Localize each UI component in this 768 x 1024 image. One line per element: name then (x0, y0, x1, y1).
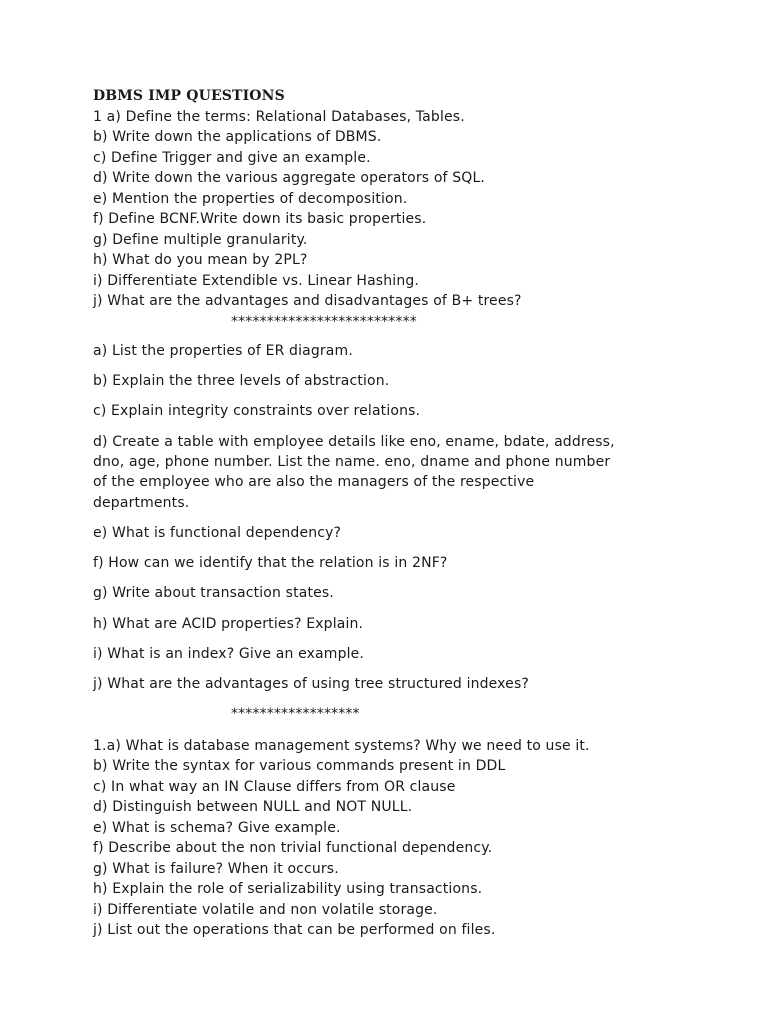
asterisk-separator: ****************** (231, 706, 360, 723)
question-line: b) Write down the applications of DBMS. (93, 129, 382, 145)
question-line: e) What is functional dependency? (93, 525, 342, 542)
question-line: g) Define multiple granularity. (93, 231, 308, 248)
question-line: j) What are the advantages of using tree structured indexes? (93, 676, 529, 693)
question-item (93, 674, 733, 694)
question-line: of the employee who are also the managers of the respective (93, 474, 535, 491)
question-line: f) How can we identify that the relation is in 2NF? (93, 555, 448, 572)
question-line: b) Write the syntax for various commands present in DDL (93, 758, 506, 775)
question-line: f) Define BCNF.Write down its basic properties. (93, 211, 427, 227)
question-line: h) Explain the role of serializability using transactions. (93, 881, 483, 898)
document-title: DBMS IMP QUESTIONS (93, 88, 285, 104)
question-item (93, 553, 733, 573)
question-line: d) Write down the various aggregate operators of SQL. (93, 170, 485, 186)
question-item (93, 583, 733, 603)
question-set-1 (93, 107, 733, 312)
question-item (93, 523, 733, 543)
question-line: departments. (93, 494, 190, 511)
question-line: g) Write about transaction states. (93, 585, 334, 602)
question-line: e) What is schema? Give example. (93, 819, 341, 836)
asterisk-separator: ************************** (231, 313, 417, 330)
question-item (93, 401, 733, 421)
question-line: c) Explain integrity constraints over relations. (93, 403, 421, 420)
question-line: i) Differentiate Extendible vs. Linear Hashing. (93, 272, 419, 289)
question-line: c) In what way an IN Clause differs from OR clause (93, 778, 456, 795)
question-line: g) What is failure? When it occurs. (93, 860, 339, 877)
question-line: 1 a) Define the terms: Relational Databases, Tables. (93, 108, 465, 125)
question-line: 1.a) What is database management systems? Why we need to use it. (93, 737, 590, 754)
question-item (93, 644, 733, 664)
question-line: c) Define Trigger and give an example. (93, 149, 371, 166)
question-line: j) List out the operations that can be performed on files. (93, 922, 496, 939)
question-line: b) Explain the three levels of abstraction. (93, 373, 390, 390)
question-set-2 (93, 341, 733, 694)
question-line: a) List the properties of ER diagram. (93, 343, 353, 359)
question-item (93, 371, 733, 391)
question-line: i) Differentiate volatile and non volatile storage. (93, 901, 438, 918)
question-line: d) Distinguish between NULL and NOT NULL. (93, 799, 413, 816)
question-line: h) What are ACID properties? Explain. (93, 615, 364, 632)
question-line: j) What are the advantages and disadvantages of B+ trees? (93, 293, 522, 309)
question-line: dno, age, phone number. List the name. eno, dname and phone number (93, 454, 611, 471)
question-line: h) What do you mean by 2PL? (93, 252, 308, 268)
question-line: d) Create a table with employee details like eno, ename, bdate, address, (93, 433, 615, 450)
question-item (93, 432, 733, 514)
question-set-3 (93, 736, 733, 941)
question-item (93, 614, 733, 634)
question-line: e) Mention the properties of decomposition. (93, 190, 408, 207)
question-line: i) What is an index? Give an example. (93, 645, 365, 662)
question-item (93, 341, 733, 361)
question-line: f) Describe about the non trivial functional dependency. (93, 840, 493, 857)
document-content (93, 86, 733, 941)
